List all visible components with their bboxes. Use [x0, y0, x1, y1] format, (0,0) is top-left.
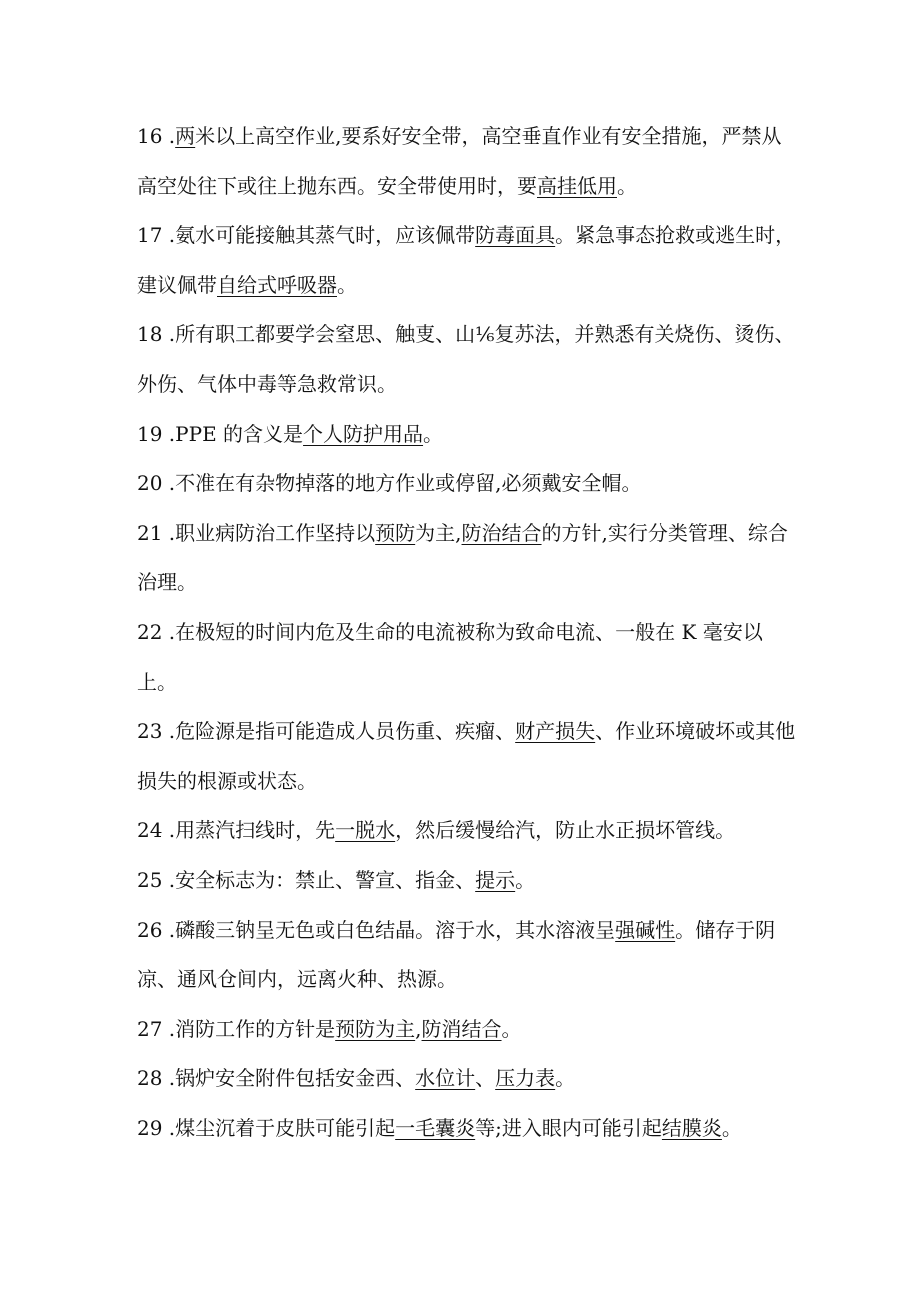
question-text: 。: [501, 1016, 522, 1041]
question-item: [137, 459, 797, 509]
question-text: 。: [423, 421, 444, 446]
question-item: [137, 856, 797, 906]
underlined-answer: 防消结合: [421, 1016, 502, 1041]
question-item: [137, 211, 797, 310]
question-text: 。: [555, 1066, 576, 1091]
underlined-answer: 预防为主: [335, 1016, 416, 1041]
underlined-answer: 压力表: [495, 1066, 556, 1091]
question-text: 16 .: [137, 124, 176, 148]
question-text: 29 .煤尘沉着于皮肤可能引起: [137, 1115, 396, 1140]
underlined-answer: 预防: [375, 520, 416, 545]
question-text: 21 .职业病防治工作坚持以: [137, 520, 376, 545]
question-text: 25 .安全标志为：禁止、警宣、指金、: [137, 867, 476, 892]
question-item: [137, 1005, 797, 1055]
underlined-answer: 自给式呼吸器: [217, 272, 337, 297]
underlined-answer: 结膜炎: [661, 1115, 722, 1140]
question-text: 23 .危险源是指可能造成人员伤重、疾瘤、: [137, 719, 516, 744]
underlined-answer: 防治结合: [461, 520, 542, 545]
question-text: 。: [515, 867, 536, 892]
question-item: [137, 906, 797, 1005]
question-text: 27 .消防工作的方针是: [137, 1016, 336, 1041]
question-item: [137, 806, 797, 856]
underlined-answer: 一毛囊炎: [395, 1115, 476, 1140]
question-text: 等;进入眼内可能引起: [475, 1115, 662, 1140]
underlined-answer: 财产损失: [515, 719, 596, 744]
question-text: 22 .在极短的时间内危及生命的电流被称为致命电流、一般在 K 毫安以上。: [137, 619, 763, 694]
question-item: [137, 310, 797, 409]
underlined-answer: 高挂低用: [537, 173, 617, 198]
question-item: [137, 707, 797, 806]
underlined-answer: 两: [175, 124, 196, 148]
underlined-answer: 一脱水: [335, 818, 396, 843]
question-item: [137, 1104, 797, 1154]
question-text: 28 .锅炉安全附件包括安金西、: [137, 1066, 416, 1091]
question-item: [137, 112, 797, 211]
underlined-answer: 强碱性: [615, 917, 676, 942]
question-list: [137, 112, 797, 1153]
question-text: 20 .不准在有杂物掉落的地方作业或停留,必须戴安全帽。: [137, 471, 642, 496]
question-text: 。紧急事态抢救或逃生时，建议佩带: [137, 223, 796, 297]
question-text: 26 .磷酸三钠呈无色或白色结晶。溶于水，其水溶液呈: [137, 917, 616, 942]
question-text: 19 .PPE 的含义是: [137, 421, 304, 446]
question-text: 的方针,实行分类管理、综合治理。: [137, 520, 788, 595]
question-text: 为主,: [415, 520, 462, 545]
question-item: [137, 509, 797, 608]
question-text: 、作业环境破坏或其他损失的根源或状态。: [137, 719, 796, 793]
document-page: [137, 112, 797, 1153]
underlined-answer: 提示: [475, 867, 516, 892]
question-text: 18 .所有职工都要学会窒思、触叓、山⅙复苏法，并熟悉有关烧伤、烫伤、外伤、气体中毒等急救常识。: [137, 322, 795, 396]
question-text: 。: [617, 173, 637, 198]
question-item: [137, 608, 797, 707]
question-text: 。: [337, 272, 357, 297]
question-text: 米以上高空作业,要系好安全带，高空垂直作业有安全措施，严禁从高空处往下或往上抛东西。安全带使用时，要: [137, 124, 782, 198]
question-text: ,: [415, 1016, 422, 1041]
question-text: ，然后缓慢给汽，防止水正损坏管线。: [395, 818, 736, 843]
question-text: 24 .用蒸汽扫线时，先: [137, 818, 336, 843]
question-text: 。储存于阴凉、通风仓间内，远离火种、热源。: [137, 917, 776, 992]
underlined-answer: 个人防护用品: [303, 421, 424, 446]
question-item: [137, 1054, 797, 1104]
question-item: [137, 410, 797, 460]
question-text: 。: [721, 1115, 742, 1140]
underlined-answer: 水位计: [415, 1066, 476, 1091]
question-text: 、: [475, 1066, 496, 1091]
question-text: 17 .氨水可能接触其蒸气时，应该佩带: [137, 223, 476, 248]
underlined-answer: 防毒面具: [475, 223, 556, 248]
